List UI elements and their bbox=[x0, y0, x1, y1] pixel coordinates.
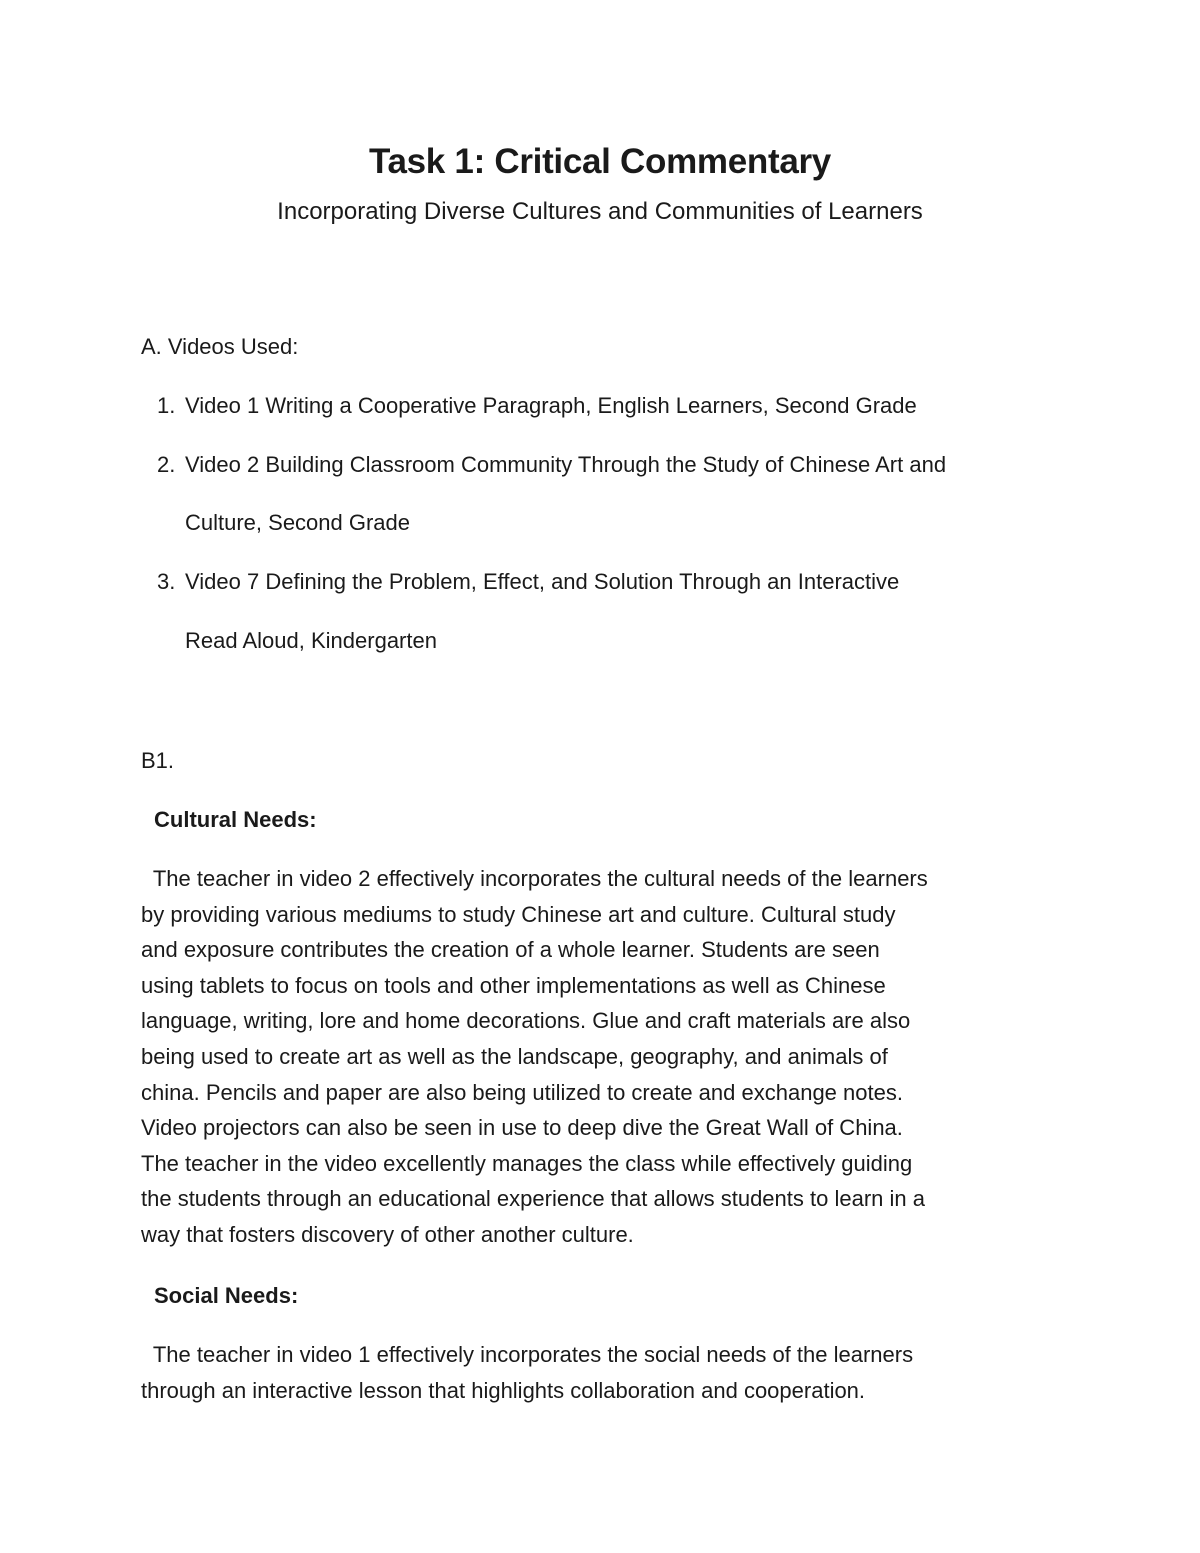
section-a-heading: A. Videos Used: bbox=[141, 334, 299, 359]
paragraph-line: being used to create art as well as the landscape, geography, and animals of bbox=[141, 1043, 888, 1069]
cultural-needs-heading: Cultural Needs: bbox=[154, 807, 317, 832]
list-item-text: Video 2 Building Classroom Community Through the Study of Chinese Art and bbox=[185, 452, 947, 477]
list-item-number: 2. bbox=[157, 452, 176, 477]
list-item-text: Read Aloud, Kindergarten bbox=[185, 628, 437, 653]
social-needs-heading: Social Needs: bbox=[154, 1283, 299, 1308]
paragraph-line: the students through an educational experience that allows students to learn in a bbox=[141, 1186, 925, 1212]
cultural-needs-paragraph bbox=[141, 861, 1071, 1253]
paragraph-line: The teacher in video 2 effectively incorporates the cultural needs of the learners bbox=[141, 866, 928, 891]
paragraph-line: way that fosters discovery of other another culture. bbox=[141, 1221, 634, 1247]
paragraph-line: The teacher in video 1 effectively incorporates the social needs of the learners bbox=[141, 1342, 914, 1367]
paragraph-line: by providing various mediums to study Chinese art and culture. Cultural study bbox=[141, 901, 896, 927]
paragraph-line: language, writing, lore and home decorations. Glue and craft materials are also bbox=[141, 1008, 911, 1034]
document-subtitle: Incorporating Diverse Cultures and Communities of Learners bbox=[277, 198, 923, 225]
list-item-text: Video 1 Writing a Cooperative Paragraph, English Learners, Second Grade bbox=[185, 393, 917, 418]
section-b1-label: B1. bbox=[141, 748, 175, 773]
paragraph-line: using tablets to focus on tools and other implementations as well as Chinese bbox=[141, 972, 886, 998]
paragraph-line: Video projectors can also be seen in use to deep dive the Great Wall of China. bbox=[141, 1115, 903, 1141]
list-item-number: 1. bbox=[157, 393, 176, 418]
paragraph-line: china. Pencils and paper are also being utilized to create and exchange notes. bbox=[141, 1079, 903, 1105]
list-item-text: Culture, Second Grade bbox=[185, 510, 411, 535]
paragraph-line: through an interactive lesson that highlights collaboration and cooperation. bbox=[141, 1377, 866, 1403]
social-needs-paragraph bbox=[141, 1337, 1071, 1408]
list-item-number: 3. bbox=[157, 569, 176, 594]
paragraph-line: and exposure contributes the creation of a whole learner. Students are seen bbox=[141, 937, 880, 963]
paragraph-line: The teacher in the video excellently manages the class while effectively guiding bbox=[141, 1150, 913, 1176]
list-item-text: Video 7 Defining the Problem, Effect, and Solution Through an Interactive bbox=[185, 569, 900, 594]
document-title: Task 1: Critical Commentary bbox=[369, 142, 831, 181]
